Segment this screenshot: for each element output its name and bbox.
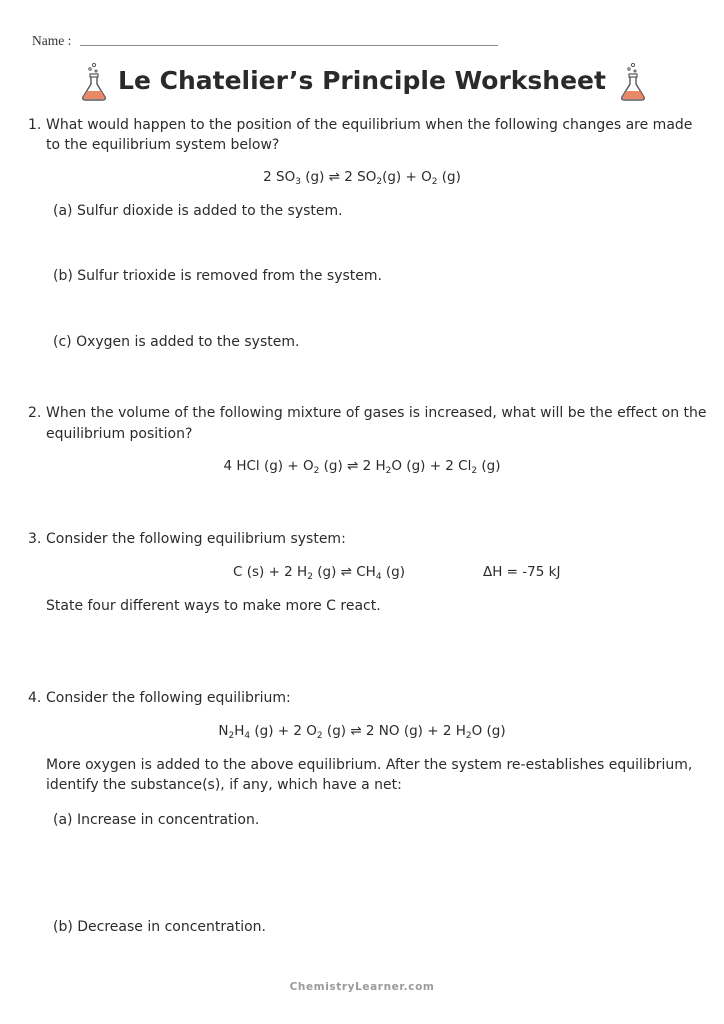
question-2-text: When the volume of the following mixture of gases is increased, what will be the effect on the [46,405,707,421]
footer-brand: ChemistryLearner.com [289,981,435,993]
question-3-number: 3. [28,531,42,547]
name-input-line[interactable] [80,45,498,46]
question-3-text: Consider the following equilibrium system: [46,531,346,547]
flask-icon [619,62,647,102]
question-3-prompt: State four different ways to make more C react. [46,598,381,614]
question-1-equation: 2 $SO_3$ (g) ⇌ 2 $SO_2(g) + O_2$ (g) [263,169,461,187]
question-1-text-cont: to the equilibrium system below? [46,137,280,153]
question-4b: (b) Decrease in concentration. [53,919,266,935]
question-4-number: 4. [28,690,42,706]
question-3-enthalpy: ΔH = -75 kJ [483,564,561,580]
question-2-number: 2. [28,405,42,421]
question-1b: (b) Sulfur trioxide is removed from the system. [53,268,382,284]
page-title: Le Chatelier’s Principle Worksheet [118,66,606,95]
question-2-equation: 4 HCl $(g) + O_2$ (g) ⇌ 2 $H_2O$ (g) + 2 $Cl_2$ (g) [223,458,501,476]
question-1-number: 1. [28,117,42,133]
question-4-text: Consider the following equilibrium: [46,690,291,706]
question-4-equation: $N_2H_4$ (g) + 2 $O_2$ (g) ⇌ 2 NO (g) + 2 $H_2O$ (g) [218,723,506,741]
question-4-body: More oxygen is added to the above equilibrium. After the system re-establishes equilibrium, [46,757,693,773]
question-2-text-cont: equilibrium position? [46,426,193,442]
question-1c: (c) Oxygen is added to the system. [53,334,300,350]
question-4a: (a) Increase in concentration. [53,812,260,828]
question-1a: (a) Sulfur dioxide is added to the system. [53,203,343,219]
question-3-equation: C (s) + 2 $H_2$ (g) ⇌ $CH_4$ (g) [233,564,405,582]
question-4-body-cont: identify the substance(s), if any, which have a net: [46,777,402,793]
question-1-text: What would happen to the position of the equilibrium when the following changes are made [46,117,693,133]
name-label: Name : [32,33,72,48]
